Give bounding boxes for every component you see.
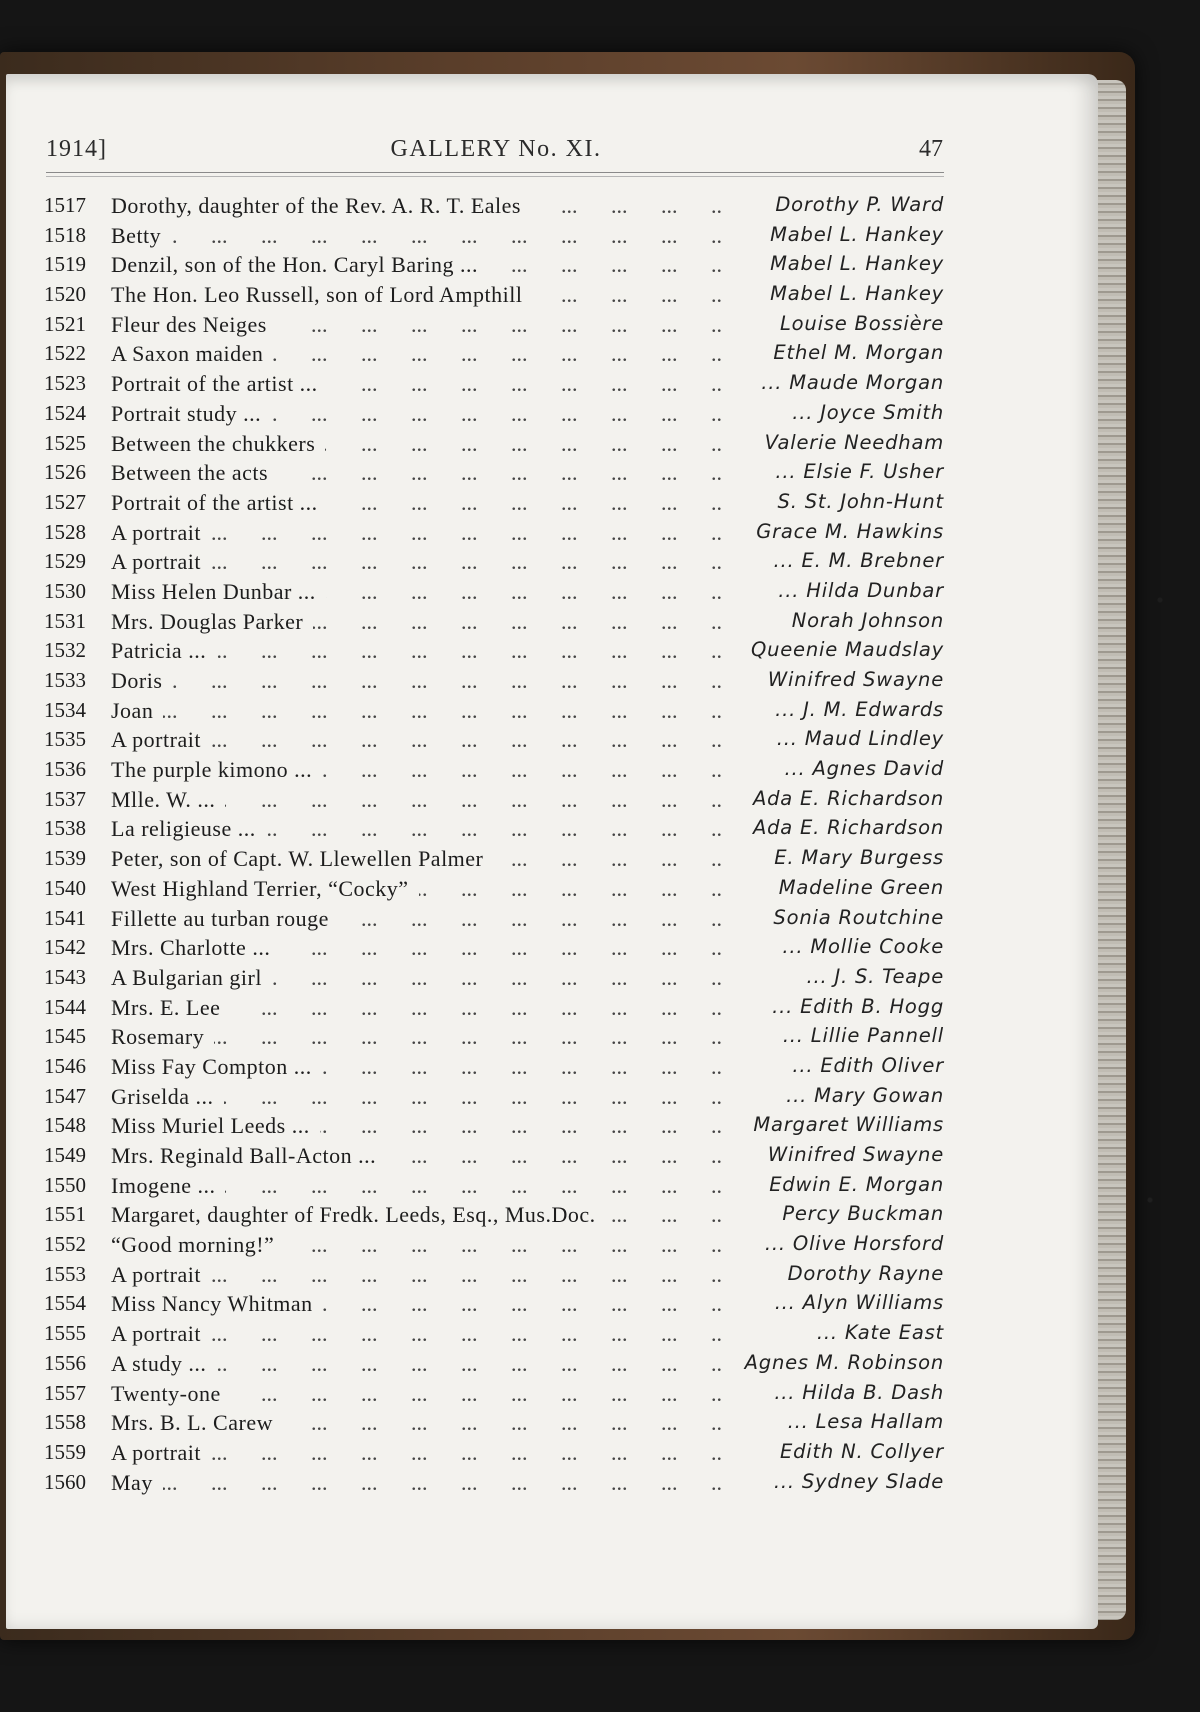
- catalogue-entry: [44, 252, 948, 282]
- entry-number: 1540: [44, 875, 86, 900]
- entry-artist: Ada E. Richardson: [752, 786, 944, 810]
- entry-artist: ... J. S. Teape: [806, 964, 944, 988]
- entry-title-wrap: [111, 520, 211, 546]
- catalogue-entry: [44, 727, 948, 757]
- entry-title-wrap: [111, 223, 171, 249]
- entry-number: 1517: [44, 193, 86, 217]
- catalogue-entry: [44, 935, 948, 965]
- entry-number: 1539: [44, 846, 86, 871]
- entry-title-wrap: [111, 1470, 163, 1496]
- entry-artist: Percy Buckman: [782, 1202, 944, 1226]
- catalogue-entry: [44, 1351, 948, 1381]
- entry-number: 1545: [44, 1024, 86, 1049]
- entry-title-wrap: [111, 401, 271, 427]
- entry-title: Peter, son of Capt. W. Llewellen Palmer: [111, 846, 493, 871]
- entry-artist: S. St. John-Hunt: [777, 489, 944, 513]
- entry-number: 1520: [44, 282, 86, 307]
- entry-title: A portrait: [111, 549, 211, 574]
- catalogue-entry: [44, 1143, 948, 1173]
- entry-title: May: [111, 1470, 163, 1495]
- entry-artist: ... Maude Morgan: [761, 371, 944, 395]
- entry-title: Between the chukkers: [111, 431, 325, 456]
- leader-dots: [111, 698, 723, 724]
- catalogue-entry: [44, 1321, 948, 1351]
- entry-title-wrap: [111, 668, 172, 694]
- entry-title-wrap: [111, 1440, 211, 1466]
- catalogue-entry: [44, 876, 948, 906]
- catalogue-entry: [44, 1440, 948, 1470]
- entry-title-wrap: [111, 1410, 283, 1436]
- entry-title-wrap: [111, 906, 339, 932]
- entry-number: 1524: [44, 400, 86, 425]
- entry-number: 1523: [44, 371, 86, 396]
- catalogue-entry: [44, 549, 948, 579]
- entry-artist: Dorothy P. Ward: [775, 193, 944, 216]
- entry-title: A Bulgarian girl: [111, 965, 272, 990]
- entry-number: 1557: [44, 1380, 86, 1405]
- entry-number: 1552: [44, 1232, 86, 1257]
- entry-artist: Sonia Routchine: [773, 905, 944, 929]
- leader-dots: [111, 223, 723, 249]
- entry-number: 1530: [44, 578, 86, 603]
- entry-title-wrap: [111, 1262, 211, 1288]
- entry-artist: Mabel L. Hankey: [770, 252, 944, 276]
- catalogue-entry: [44, 1113, 948, 1143]
- entry-title: Joan: [111, 698, 163, 723]
- entry-artist: ... Lillie Pannell: [782, 1024, 944, 1048]
- entry-title: Fleur des Neiges: [111, 312, 277, 337]
- entry-title: A portrait: [111, 1440, 211, 1465]
- entry-title: Mrs. Douglas Parker: [111, 609, 313, 634]
- entry-title: Betty: [111, 223, 171, 248]
- catalogue-entry: [44, 787, 948, 817]
- entry-title-wrap: [111, 282, 532, 308]
- entry-number: 1560: [44, 1469, 86, 1494]
- entry-artist: ... Olive Horsford: [764, 1232, 944, 1256]
- entry-title: Doris: [111, 668, 172, 693]
- entry-number: 1532: [44, 638, 86, 663]
- entry-title-wrap: [111, 1291, 323, 1317]
- entry-artist: ... Maud Lindley: [776, 727, 944, 751]
- catalogue-entry: [44, 1202, 948, 1232]
- entry-title: Mrs. Charlotte ...: [111, 935, 280, 960]
- entry-number: 1547: [44, 1083, 86, 1108]
- entry-artist: E. Mary Burgess: [774, 846, 944, 870]
- entry-title-wrap: [111, 341, 273, 367]
- entry-artist: Norah Johnson: [791, 608, 944, 632]
- catalogue-entry: [44, 638, 948, 668]
- entry-title: “Good morning!”: [111, 1232, 284, 1257]
- entry-number: 1537: [44, 786, 86, 811]
- catalogue-entries: [44, 193, 948, 1499]
- page-number: 47: [919, 136, 943, 162]
- gallery-title: GALLERY No. XI.: [390, 136, 602, 162]
- entry-number: 1556: [44, 1350, 86, 1375]
- entry-number: 1559: [44, 1439, 86, 1464]
- entry-title-wrap: [111, 1173, 225, 1199]
- header-rule-thin: [46, 176, 944, 177]
- catalogue-entry: [44, 1084, 948, 1114]
- catalogue-entry: [44, 193, 948, 223]
- entry-title: Rosemary: [111, 1024, 214, 1049]
- entry-artist: Valerie Needham: [764, 430, 944, 454]
- entry-number: 1541: [44, 905, 86, 930]
- catalogue-entry: [44, 579, 948, 609]
- entry-title: A study ...: [111, 1351, 216, 1376]
- entry-title: A portrait: [111, 1262, 211, 1287]
- catalogue-entry: [44, 1232, 948, 1262]
- entry-number: 1531: [44, 608, 86, 633]
- entry-artist: ... Lesa Hallam: [787, 1410, 944, 1434]
- entry-number: 1551: [44, 1202, 86, 1227]
- catalogue-entry: [44, 1410, 948, 1440]
- entry-artist: Ethel M. Morgan: [773, 341, 944, 365]
- entry-title-wrap: [111, 549, 211, 575]
- entry-artist: Winifred Swayne: [767, 1143, 944, 1166]
- entry-title: Twenty-one: [111, 1381, 231, 1406]
- entry-title-wrap: [111, 876, 419, 902]
- entry-artist: ... Agnes David: [784, 757, 944, 781]
- entry-title-wrap: [111, 609, 313, 635]
- entry-number: 1535: [44, 727, 86, 752]
- entry-title-wrap: [111, 757, 322, 783]
- catalogue-entry: [44, 1262, 948, 1292]
- catalogue-entry: [44, 995, 948, 1025]
- catalogue-entry: [44, 816, 948, 846]
- entry-title-wrap: [111, 193, 531, 219]
- entry-title-wrap: [111, 1202, 606, 1228]
- entry-title-wrap: [111, 935, 280, 961]
- entry-title: Dorothy, daughter of the Rev. A. R. T. Eales: [111, 193, 531, 218]
- entry-title: Margaret, daughter of Fredk. Leeds, Esq., Mus.Doc.: [111, 1202, 606, 1227]
- entry-title: Denzil, son of the Hon. Caryl Baring ...: [111, 252, 488, 277]
- entry-artist: Queenie Maudslay: [750, 638, 944, 662]
- entry-number: 1536: [44, 757, 86, 782]
- entry-title-wrap: [111, 787, 225, 813]
- entry-artist: ... Hilda Dunbar: [778, 578, 944, 602]
- entry-title-wrap: [111, 312, 277, 338]
- entry-number: 1544: [44, 994, 86, 1019]
- entry-title: La religieuse ...: [111, 816, 266, 841]
- entry-number: 1553: [44, 1261, 86, 1286]
- entry-artist: Mabel L. Hankey: [770, 222, 944, 246]
- entry-artist: Grace M. Hawkins: [756, 519, 944, 543]
- entry-artist: Madeline Green: [778, 875, 944, 899]
- catalogue-entry: [44, 906, 948, 936]
- entry-title: Imogene ...: [111, 1173, 225, 1198]
- entry-artist: Ada E. Richardson: [752, 816, 944, 840]
- entry-artist: Edith N. Collyer: [779, 1439, 944, 1463]
- catalogue-entry: [44, 460, 948, 490]
- catalogue-entry: [44, 1470, 948, 1500]
- entry-title-wrap: [111, 1024, 214, 1050]
- catalogue-entry: [44, 757, 948, 787]
- entry-artist: ... Edith B. Hogg: [772, 994, 944, 1018]
- catalogue-entry: [44, 1291, 948, 1321]
- catalogue-entry: [44, 312, 948, 342]
- entry-title-wrap: [111, 995, 230, 1021]
- leader-dots: [111, 668, 723, 694]
- entry-title: A portrait: [111, 520, 211, 545]
- catalogue-entry: [44, 965, 948, 995]
- entry-artist: ... Alyn Williams: [774, 1291, 944, 1315]
- entry-number: 1550: [44, 1172, 86, 1197]
- entry-title: Griselda ...: [111, 1084, 224, 1109]
- entry-number: 1554: [44, 1291, 86, 1316]
- entry-number: 1538: [44, 816, 86, 841]
- entry-title: Mrs. B. L. Carew: [111, 1410, 283, 1435]
- entry-artist: Louise Bossière: [780, 311, 944, 335]
- entry-title-wrap: [111, 431, 325, 457]
- entry-number: 1527: [44, 489, 86, 514]
- catalogue-entry: [44, 401, 948, 431]
- entry-number: 1555: [44, 1321, 86, 1346]
- entry-title: Portrait study ...: [111, 401, 271, 426]
- entry-title: Mlle. W. ...: [111, 787, 225, 812]
- catalogue-entry: [44, 1054, 948, 1084]
- entry-title: West Highland Terrier, “Cocky”: [111, 876, 419, 901]
- catalogue-entry: [44, 371, 948, 401]
- entry-title-wrap: [111, 579, 326, 605]
- entry-artist: Edwin E. Morgan: [769, 1172, 944, 1196]
- entry-title-wrap: [111, 1381, 231, 1407]
- entry-title-wrap: [111, 1084, 224, 1110]
- entry-number: 1528: [44, 519, 86, 544]
- entry-title-wrap: [111, 252, 488, 278]
- entry-title: Miss Nancy Whitman: [111, 1291, 323, 1316]
- entry-number: 1525: [44, 430, 86, 455]
- entry-number: 1522: [44, 341, 86, 366]
- entry-title-wrap: [111, 638, 216, 664]
- entry-title: The Hon. Leo Russell, son of Lord Ampthill: [111, 282, 532, 307]
- entry-artist: Agnes M. Robinson: [744, 1350, 944, 1374]
- entry-title: The purple kimono ...: [111, 757, 322, 782]
- header-year: 1914]: [46, 136, 107, 162]
- entry-number: 1526: [44, 460, 86, 485]
- entry-number: 1548: [44, 1113, 86, 1138]
- entry-title-wrap: [111, 1113, 320, 1139]
- catalogue-entry: [44, 431, 948, 461]
- entry-title-wrap: [111, 1054, 322, 1080]
- entry-artist: ... Hilda B. Dash: [774, 1380, 944, 1404]
- entry-title: Portrait of the artist ...: [111, 490, 328, 515]
- entry-artist: ... Sydney Slade: [773, 1469, 944, 1493]
- catalogue-entry: [44, 1173, 948, 1203]
- entry-artist: ... Edith Oliver: [792, 1053, 944, 1077]
- catalogue-entry: [44, 1024, 948, 1054]
- entry-title: Mrs. E. Lee: [111, 995, 230, 1020]
- entry-title: Patricia ...: [111, 638, 216, 663]
- entry-title-wrap: [111, 965, 272, 991]
- entry-artist: Dorothy Rayne: [787, 1261, 944, 1285]
- catalogue-entry: [44, 520, 948, 550]
- entry-number: 1542: [44, 935, 86, 960]
- entry-number: 1558: [44, 1410, 86, 1435]
- entry-title: A portrait: [111, 1321, 211, 1346]
- catalogue-entry: [44, 1381, 948, 1411]
- catalogue-entry: [44, 282, 948, 312]
- entry-artist: ... J. M. Edwards: [775, 697, 944, 721]
- entry-artist: ... Kate East: [816, 1321, 944, 1345]
- entry-number: 1529: [44, 549, 86, 574]
- header-rule: [46, 172, 944, 173]
- entry-title: Fillette au turban rouge: [111, 906, 339, 931]
- entry-title: A Saxon maiden: [111, 341, 273, 366]
- entry-number: 1519: [44, 252, 86, 277]
- entry-artist: ... Mollie Cooke: [782, 935, 944, 959]
- entry-title-wrap: [111, 698, 163, 724]
- entry-title-wrap: [111, 1351, 216, 1377]
- entry-title: A portrait: [111, 727, 211, 752]
- entry-number: 1549: [44, 1143, 86, 1167]
- catalogue-entry: [44, 341, 948, 371]
- entry-title: Miss Muriel Leeds ...: [111, 1113, 320, 1138]
- catalogue-entry: [44, 668, 948, 698]
- entry-title: Miss Fay Compton ...: [111, 1054, 322, 1079]
- leader-dots: [111, 1470, 723, 1496]
- entry-number: 1546: [44, 1053, 86, 1078]
- entry-artist: Mabel L. Hankey: [770, 282, 944, 306]
- entry-title: Miss Helen Dunbar ...: [111, 579, 326, 604]
- entry-title-wrap: [111, 816, 266, 842]
- entry-artist: Winifred Swayne: [767, 668, 944, 691]
- entry-artist: Margaret Williams: [753, 1113, 944, 1137]
- catalogue-entry: [44, 846, 948, 876]
- catalogue-entry: [44, 698, 948, 728]
- entry-artist: ... E. M. Brebner: [773, 549, 944, 573]
- entry-number: 1521: [44, 311, 86, 336]
- entry-number: 1534: [44, 697, 86, 722]
- catalogue-entry: [44, 609, 948, 639]
- entry-title: Mrs. Reginald Ball-Acton ...: [111, 1143, 386, 1168]
- entry-number: 1533: [44, 668, 86, 692]
- entry-number: 1543: [44, 964, 86, 989]
- catalogue-entry: [44, 223, 948, 253]
- running-header: [46, 136, 946, 170]
- entry-title-wrap: [111, 1143, 386, 1169]
- entry-title-wrap: [111, 727, 211, 753]
- entry-title-wrap: [111, 371, 328, 397]
- entry-title-wrap: [111, 846, 493, 872]
- entry-artist: ... Elsie F. Usher: [775, 460, 944, 484]
- entry-title: Between the acts: [111, 460, 278, 485]
- entry-title-wrap: [111, 1321, 211, 1347]
- entry-title: Portrait of the artist ...: [111, 371, 328, 396]
- entry-number: 1518: [44, 222, 86, 247]
- entry-title-wrap: [111, 1232, 284, 1258]
- catalogue-entry: [44, 490, 948, 520]
- entry-title-wrap: [111, 490, 328, 516]
- entry-title-wrap: [111, 460, 278, 486]
- entry-artist: ... Mary Gowan: [786, 1083, 944, 1107]
- entry-artist: ... Joyce Smith: [792, 400, 944, 424]
